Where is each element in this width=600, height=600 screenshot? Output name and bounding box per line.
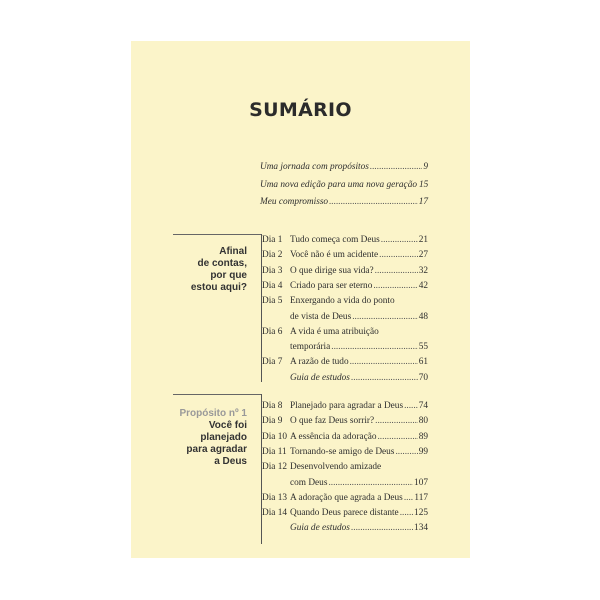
entry-line <box>290 508 428 522</box>
entry-line <box>290 342 428 356</box>
entry-title: Meu compromisso <box>260 197 329 207</box>
page-number: 117 <box>414 492 428 503</box>
leader-dots <box>351 373 418 383</box>
entry-line <box>290 401 428 415</box>
page-number: 74 <box>418 401 428 411</box>
day-label: Dia 2 <box>262 250 283 261</box>
entry-title: A vida é uma atribuição <box>290 326 379 337</box>
page-number: 17 <box>418 197 428 207</box>
entry-title: Quando Deus parece distante <box>290 508 399 519</box>
entry-title: Tudo começa com Deus <box>290 235 380 245</box>
entry-line <box>290 462 428 476</box>
day-label: Dia 6 <box>262 326 283 337</box>
entry-line <box>290 447 428 461</box>
day-label: Dia 10 <box>262 431 288 442</box>
day-label: Dia 5 <box>262 296 283 307</box>
page-number: 61 <box>418 357 428 368</box>
leader-dots <box>328 478 413 488</box>
entry-line <box>290 432 428 446</box>
day-label: Dia 1 <box>262 235 283 245</box>
entry-line <box>290 416 428 430</box>
leader-dots <box>375 266 418 276</box>
book-page <box>131 41 470 558</box>
page-number: 134 <box>414 523 428 534</box>
entry-line <box>290 493 428 507</box>
entry-line <box>290 281 428 295</box>
day-label: Dia 4 <box>262 280 283 291</box>
entry-title: O que dirige sua vida? <box>290 265 374 276</box>
section-label: Propósito nº 1 <box>179 408 247 419</box>
leader-dots <box>370 162 422 172</box>
entry-title: Criado para ser eterno <box>290 280 373 291</box>
page-number: 55 <box>418 342 428 353</box>
page-number: 21 <box>418 235 428 245</box>
leader-dots <box>404 493 414 503</box>
entry-title: Enxergando a vida do ponto <box>290 296 395 307</box>
entry-line <box>290 235 428 249</box>
day-label: Dia 12 <box>262 462 288 473</box>
leader-dots <box>381 235 418 245</box>
entry-title: Guia de estudos <box>290 372 350 383</box>
page-number: 99 <box>418 446 428 457</box>
entry-title: O que faz Deus sorrir? <box>290 416 375 427</box>
intro-entry <box>260 162 428 176</box>
leader-dots <box>404 401 418 411</box>
day-label: Dia 3 <box>262 265 283 276</box>
entry-line <box>290 296 428 310</box>
section-heading: Afinal de contas, por que estou aqui? <box>190 246 247 293</box>
page-title: SUMÁRIO <box>249 99 352 121</box>
day-label: Dia 11 <box>262 446 287 457</box>
entry-title: A razão de tudo <box>290 357 349 368</box>
leader-dots <box>329 197 418 207</box>
entry-title: Uma jornada com propósitos <box>260 162 369 172</box>
page-number: 42 <box>418 280 428 291</box>
page-number: 89 <box>418 431 428 442</box>
day-label: Dia 8 <box>262 401 283 411</box>
entry-title: temporária <box>290 342 331 353</box>
entry-title: Desenvolvendo amizade <box>290 462 382 473</box>
entry-title: de vista de Deus <box>290 311 352 322</box>
intro-entry <box>260 180 428 194</box>
entry-line <box>290 250 428 264</box>
leader-dots <box>373 281 417 291</box>
page-number: 48 <box>418 311 428 322</box>
entry-title: Guia de estudos <box>290 523 350 534</box>
leader-dots <box>400 508 413 518</box>
entry-line <box>290 327 428 341</box>
entry-title: Tornando-se amigo de Deus <box>290 446 395 457</box>
leader-dots <box>352 312 418 322</box>
entry-line <box>290 373 428 387</box>
entry-title: A essência da adoração <box>290 431 377 442</box>
leader-dots <box>375 416 418 426</box>
entry-line <box>290 357 428 371</box>
page-number: 32 <box>418 265 428 276</box>
day-label: Dia 14 <box>262 508 288 519</box>
day-label: Dia 13 <box>262 492 288 503</box>
entry-title: Planejado para agradar a Deus <box>290 401 404 411</box>
entry-line <box>290 266 428 280</box>
page-number: 27 <box>418 250 428 261</box>
page-number: 15 <box>419 179 429 190</box>
section-divider <box>173 394 261 395</box>
leader-dots <box>331 342 417 352</box>
entry-line <box>290 312 428 326</box>
leader-dots <box>395 447 417 457</box>
day-label: Dia 9 <box>262 416 283 427</box>
leader-dots <box>377 432 417 442</box>
entry-line <box>290 478 428 492</box>
leader-dots <box>379 250 418 260</box>
entry-title: com Deus <box>290 477 328 488</box>
section-divider <box>173 234 261 235</box>
entry-title: Você não é um acidente <box>290 250 379 261</box>
day-label: Dia 7 <box>262 357 283 368</box>
page-number: 9 <box>423 162 428 172</box>
leader-dots <box>350 357 418 367</box>
section-heading: Propósito nº 1 Você foi planejado para agradar a Deus <box>179 408 247 467</box>
leader-dots <box>351 523 413 533</box>
page-number: 80 <box>418 416 428 427</box>
entry-line <box>290 523 428 537</box>
page-number: 125 <box>414 508 428 519</box>
intro-entry <box>260 197 428 211</box>
entry-title: A adoração que agrada a Deus <box>290 492 403 503</box>
page-number: 70 <box>418 372 428 383</box>
page-number: 107 <box>414 477 428 488</box>
entry-title: Uma nova edição para uma nova geração <box>260 179 417 190</box>
